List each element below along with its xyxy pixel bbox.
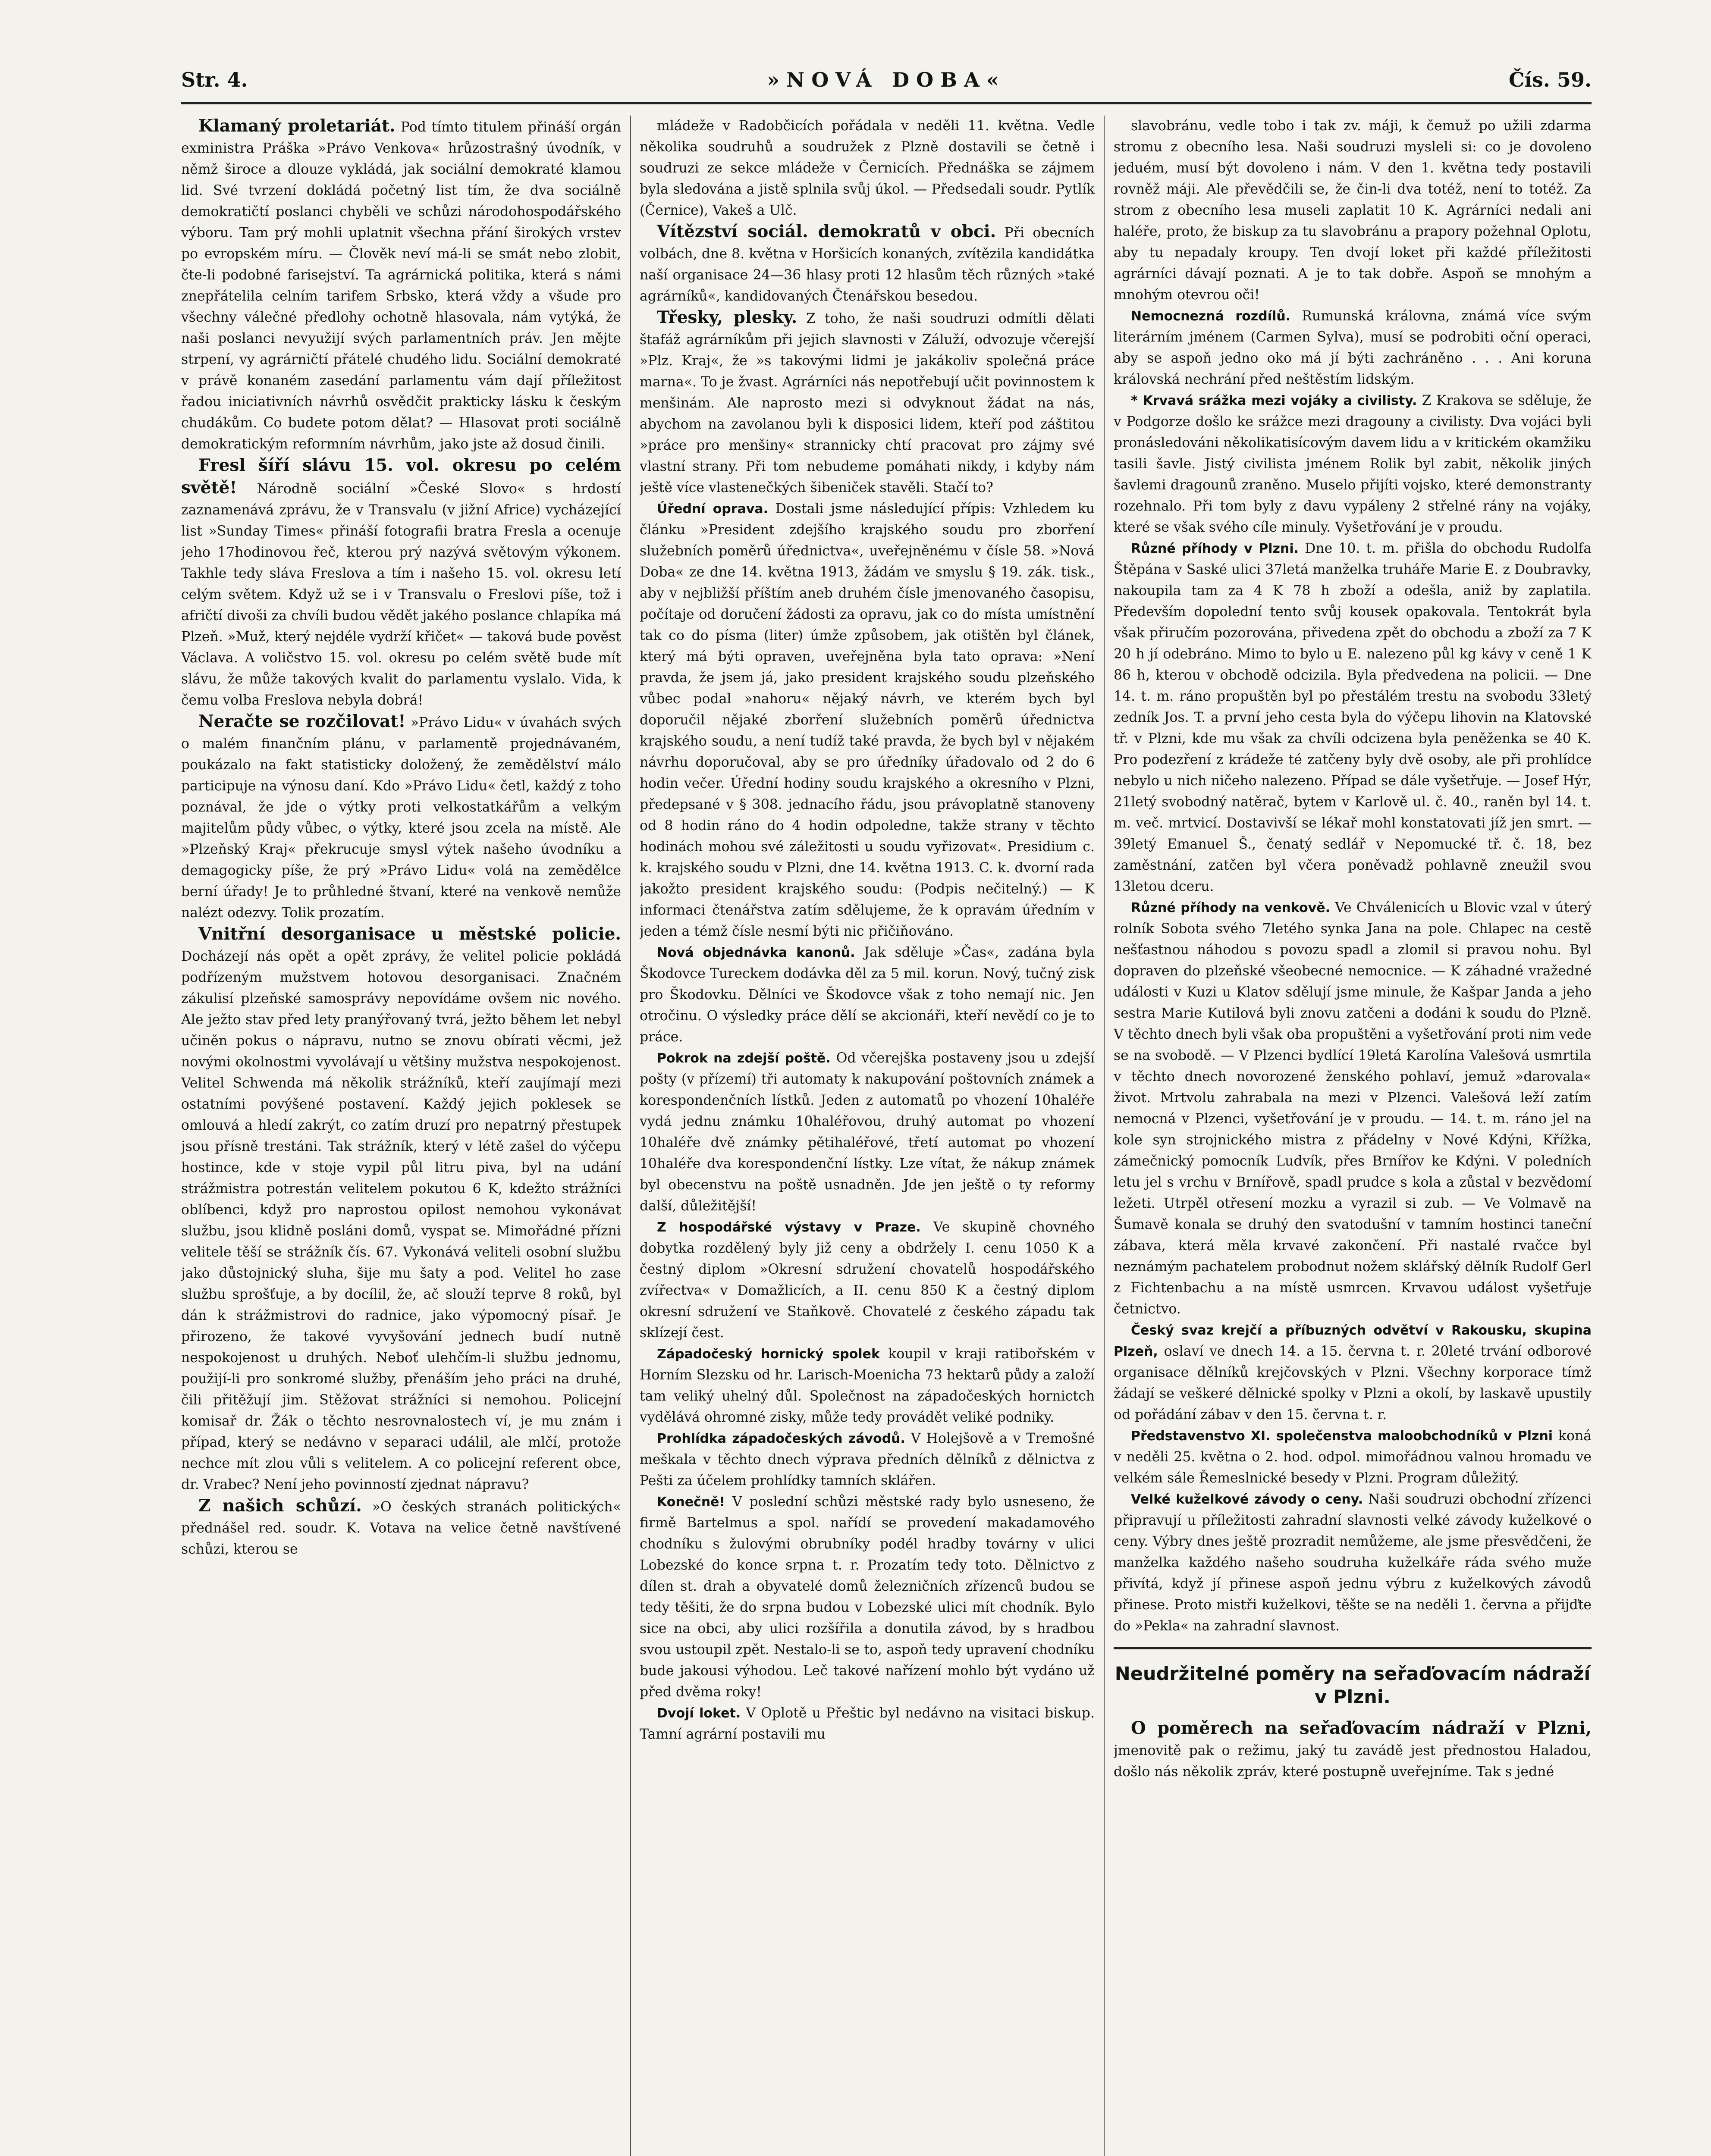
- article: [640, 498, 1095, 942]
- article-text: »Právo Lidu« v úvahách svých o malém finančním plánu, v parlamentě projednávaném, poukázalo na fakt statisticky doložený, že zemědělství málo participuje na výnosu daní. Kdo »Právo Lidu« četl, každý z toho poznával, že jde o výtky proti velkostatkářům a velkým majitelům půdy vůbec, o výtky, které jsou zcela na místě. Ale »Plzeňský Kraj« překrucuje smysl výtek našeho úvodníku a demagogicky píše, že prý »Právo Lidu« volá na zemědělce berní úřady! Je to průhledné štvaní, které na venkově nemůže nalézt odezvy. Tolik prozatím.: [181, 715, 621, 921]
- box-article-title: Neudržitelné poměry na seřaďovacím nádraží v Plzni.: [1115, 1663, 1591, 1708]
- box-rule: [1114, 1647, 1592, 1649]
- article-heading: Nemocnezná rozdílů.: [1131, 309, 1291, 324]
- article: [1114, 897, 1592, 1320]
- article: [640, 1048, 1095, 1217]
- article-text: Z toho, že naši soudruzi odmítli dělati štafáž agrárníkům při jejich slavnosti v Záluží, odvozuje včerejší »Plz. Kraj«, že »s takovými lidmi je jakákoliv společná práce marna«. To je žvast. Agrárníci nás nepotřebují učit povinnostem k menšinám. Ale naprosto mezi si odvyknout žádat na nás, abychom na zavolanou byli k disposici lidem, kteří pod záštitou »práce pro menšiny« strannicky chtí pracovat pro zájmy své vlastní strany. Při tom nebudeme pomáhati nikdy, i kdyby nám ještě více vlastenečkých šibeniček stavěli. Stačí to?: [640, 311, 1095, 495]
- article-heading: Nová objednávka kanonů.: [657, 945, 855, 960]
- article-text: slavobránu, vedle tobo i tak zv. máji, k čemuž po užili zdarma stromu z obecního lesa. Naši soudruzi mysleli si: co je dovoleno jeduém, musí být dovoleno i nám. V den 1. května tedy postavili rovněž máji. Ale převědčili se, že čin-li dva totéž, není to totéž. Za strom z obecního lesa museli zaplatit 10 K. Agrárníci nedali ani haléře, proto, že biskup za tu slavobránu a prapory požehnal Oplotu, aby tu nepadaly kroupy. Ten dvojí loket při každé příležitosti agrárníci dávají poznati. A je to tak dobře. Aspoň se mnohým a mnohým otevrou oči!: [1114, 118, 1592, 303]
- article-text: Dostali jsme následující přípis: Vzhledem ku článku »President zdejšího krajského soudu pro zborření služebních poměrů úřednictva«, uveřejněnému v čísle 58. »Nová Doba« ze dne 14. května 1913, žádám ve smyslu § 19. zák. tisk., aby v nejbližší příštím aneb druhém čísle jmenovaného časopisu, počítaje od doručení žádosti za opravu, jak co do místa umístnění tak co do písma (liter) úmže způsobem, jak otištěn byl článek, který má býti opraven, uveřejněna byla tato oprava: »Není pravda, že jsem já, jako president krajského soudu plzeňského vůbec podal »nahoru« nějaký návrh, ve kterém bych byl doporučil nějaké zborření služebních poměrů úřednictva krajského soudu, a není tudíž také pravda, že bych byl v nějakém návrhu doporučoval, aby se pro úředníky úřadovalo od 2 do 6 hodin večer. Úřední hodiny soudu krajského a okresního v Plzni, předepsané v § 308. jednacího řádu, jsou právoplatně stanoveny od 8 hodin ráno do 4 hodin odpoledne, takže strany v těchto hodinách mohou své záležitosti u soudu vyřizovat«. Presidium c. k. krajského soudu v Plzni, dne 14. května 1913. C. k. dvorní rada jakožto president krajského soudu: (Podpis nečitelný.) — K informaci čtenářstva zatím sdělujeme, že k opravám úředním v jeden a témž čísle nesmí býti nic přičiňováno.: [640, 501, 1095, 939]
- article: [1114, 306, 1592, 390]
- article-text: Rumunská královna, známá více svým literárním jménem (Carmen Sylva), musí se podrobiti oční operaci, aby se aspoň jedno oko má jí býti zachráněno . . . Ani koruna královská nechrání před neštěstím lidským.: [1114, 308, 1592, 387]
- article: [640, 221, 1095, 307]
- article: [181, 455, 621, 711]
- column-1: [181, 116, 621, 2156]
- article: [640, 307, 1095, 498]
- header-rule: [181, 102, 1592, 104]
- article-heading: Prohlídka západočeských závodů.: [657, 1431, 905, 1446]
- article-heading: Pokrok na zdejší poště.: [657, 1051, 831, 1066]
- article-heading: Z našich schůzí.: [198, 1496, 362, 1516]
- column-divider: [1104, 116, 1105, 2156]
- article-heading: Konečně!: [657, 1495, 725, 1510]
- article: [181, 1495, 621, 1560]
- article-heading: Fresl šíří slávu 15. vol. okresu po celém světě!: [181, 455, 621, 498]
- article-heading: Český svaz krejčí a příbuzných odvětví v Rakousku, skupina Plzeň,: [1114, 1323, 1592, 1359]
- page-number: Str. 4.: [181, 68, 248, 91]
- article: [640, 1492, 1095, 1703]
- article-text: Od včerejška postaveny jsou u zdejší pošty (v přízemí) tři automaty k nakupování poštovních známek a korespondenčních lístků. Jeden z automatů po vhození 10haléře vydá jednu známku 10haléřovou, druhý automat po vhození 10haléře dvě známky pětihaléřové, třetí automat po vhození 10haléře dva korespondenční lístky. Lze vítat, že nákup známek byl obecenstvu na poště usnadněn. Jde jen ještě o ty reformy další, důležitější!: [640, 1050, 1095, 1214]
- article-text: »O českých stranách politických« přednášel red. soudr. K. Votava na velice četně navštívené schůzi, kterou se: [181, 1499, 621, 1557]
- article-heading: Dvojí loket.: [657, 1706, 741, 1721]
- article-text: Pod tímto titulem přináší orgán exministra Práška »Právo Venkova« hrůzostrašný úvodník, v němž široce a dlouze vykládá, jak sociální demokraté klamou lid. Své tvrzení dokládá početný list tím, že dva sociálně demokratičtí poslanci chyběli ve schůzi národohospodářského výboru. Tam prý mohli uplatnit všechna přání širokých vrstev po evropském míru. — Člověk neví má-li se smát nebo zlobit, čte-li podobné farisejství. Ta agrárnická politika, která s námi znepřátelila celním tarifem Srbsko, která vždy a všude pro všechny válečné předlohy ochotně hlasovala, nám vytýká, že naši poslanci nevyužijí svých parlamentních práv. Jen mějte strpení, vy agrárničtí přátelé chudého lidu. Sociální demokraté v právě konaném zasedání parlamentu vám dají příležitost řadou iniciativních návrhů osvědčit prakticky lásku k českým chudákům. Co budete potom dělat? — Hlasovat proti sociálně demokratickým reformním návrhům, jako jste až dosud činili.: [181, 119, 621, 452]
- article-heading: Vítězství sociál. demokratů v obci.: [657, 222, 996, 241]
- article-text: V Oplotě u Přeštic byl nedávno na visitaci biskup. Tamní agrární postavili mu: [640, 1705, 1095, 1742]
- article: [1114, 390, 1592, 538]
- article: [1114, 538, 1592, 897]
- article-heading: Úřední oprava.: [657, 501, 769, 517]
- article-heading: Západočeský hornický spolek: [657, 1347, 880, 1362]
- article: [181, 116, 621, 455]
- column-2: [640, 116, 1095, 2156]
- article-text: Docházejí nás opět a opět zprávy, že velitel policie pokládá podřízeným mužstvem hotovou desorganisaci. Značném zákulisí plzeňské samosprávy nepovídáme ovšem nic nového. Ale ježto stav před lety pranýřovaný tvrá, ježto během let nebyl učiněn pokus o nápravu, nutno se znovu obírati věcmi, jež novými okolnostmi vyvolávají u většiny mužstva nespokojenost. Velitel Schwenda má několik strážníků, kteří zaujímají mezi ostatními povýšené postavení. Každý jejich poklesek se omlouvá a hledí zakrýt, co zatím druzí pro nepatrný přestupek jsou přísně trestáni. Tak strážník, který v létě zašel do výčepu hostince, kde v stoje vypil půl litru piva, byl na udání strážmistra potrestán velitelem pokutou 6 K, kdežto strážníci oblíbenci, když pro naprostou opilost nemohou vykonávat službu, jsou klidně posláni domů, vyspat se. Mimořádné přízni velitele těší se strážník čís. 67. Vykonává veliteli osobní službu jako důstojnický sluha, šije mu šaty a pod. Velitel ho zase službu sprošťuje, a by docílil, že, ač slouží teprve 8 roků, byl dán k strážmistrovi do radnice, jako výpomocný písař. Je přirozeno, že takové vyvyšování jednech budí nutně nespokojenost u druhých. Neboť ulehčím-li službu jednomu, použijí-li pro sonkromé služby, přenáším jeho práci na druhé, čili přitěžují jim. Stěžovat strážníci si nemohou. Policejní komisař dr. Žák o těchto nesrovnalostech ví, je mu znám i případ, který se nedávno v separaci událil, ale mlčí, protože nechce mít zlou vůli s velitelem. A co policejní referent obce, dr. Vrabec? Není jeho povinností zjednat nápravu?: [181, 949, 621, 1492]
- article: [181, 711, 621, 924]
- article: [1114, 1426, 1592, 1489]
- masthead: »NOVÁ DOBA«: [767, 68, 1006, 91]
- box-article-text: jmenovitě pak o režimu, jaký tu zavádě jest přednostou Haladou, došlo nás několik zpráv, které postupně uveřejníme. Tak s jedné: [1114, 1743, 1592, 1780]
- article-heading: Vnitřní desorganisace u městské policie.: [198, 924, 621, 944]
- article-text: Dne 10. t. m. přišla do obchodu Rudolfa Štěpána v Saské ulici 37letá manželka truháře Marie E. z Doubravky, nakoupila tam za 4 K 78 h zboží a odešla, aniž by zaplatila. Především dopolední tento svůj kousek opakovala. Tentokrát byla však přiručím pozorována, přivedena zpět do obchodu a zboží za 7 K 20 h jí odebráno. Mimo to bylo u E. nalezeno půl kg kávy v ceně 1 K 86 h, kterou v obchodě odcizila. Byla předvedena na policii. — Dne 14. t. m. ráno propuštěn byl po přestálém trestu na svobodu 33letý zedník Jos. T. a první jeho cesta byla do výčepu lihovin na Klatovské tř. v Plzni, kde mu však za chvíli odcizena byla peněženka se 40 K. Pro podezření z krádeže té zatčeny byly dvě osoby, ale při prohlídce nebylo u nich ničeho nalezeno. Případ se dále vyšetřuje. — Josef Hýr, 21letý svobodný natěrač, bytem v Karlově ul. č. 40., raněn byl 14. t. m. več. mrtvicí. Dostavivší se lékař mohl konstatovati jíž jen smrt. — 39letý Emanuel Š., čenatý sedlář v Nepomucké tř. č. 18, bez zaměstnání, zatčen byl včera poněvadž pohlavně zneužil svou 13letou dceru.: [1114, 541, 1592, 894]
- article-text: Při obecních volbách, dne 8. května v Horšicích konaných, zvítězila kandidátka naší organisace 24—36 hlasy proti 12 hlasům těch různých »také agrárníků«, kandidovaných Čtenářskou besedou.: [640, 225, 1095, 304]
- issue-number: Čís. 59.: [1508, 68, 1592, 91]
- column-3: [1114, 116, 1592, 2156]
- article-heading: Z hospodářské výstavy v Praze.: [657, 1220, 921, 1235]
- article-text: oslaví ve dnech 14. a 15. června t. r. 20leté trvání odborové organisace dělníků krejčovských v Plzni. Všechny korporace tímž žádají se veškeré dělnické spolky v Plzni a okolí, by laskavě upustily od pořádání zábav v den 15. června t. r.: [1114, 1344, 1592, 1423]
- article-heading: Neračte se rozčilovat!: [198, 711, 406, 731]
- article-text: koná v neděli 25. května o 2. hod. odpol. mimořádnou valnou hromadu ve velkém sále Řemeslnické besedy v Plzni. Program důležitý.: [1114, 1428, 1592, 1486]
- article-text: Z Krakova se sděluje, že v Podgorze došlo ke srážce mezi dragouny a civilisty. Dva vojáci byli pronásledováni několikatisícovým davem lidu a v kritickém okamžiku tasili šavle. Jistý civilista jménem Rolik byl zabit, několik jiných šavlemi dragounů zraněno. Muselo přijíti vojsko, které demonstranty rozehnalo. Při tom byly z davu vypáleny 2 střelné rány na vojáky, které se však svého cíle minuly. Vyšetřování je v proudu.: [1114, 393, 1592, 535]
- article-heading: * Krvavá srážka mezi vojáky a civilisty.: [1131, 393, 1417, 408]
- article: [640, 1703, 1095, 1745]
- article: [640, 1344, 1095, 1428]
- article-heading: Klamaný proletariát.: [198, 116, 396, 136]
- article: [1114, 116, 1592, 306]
- box-article: [1114, 1717, 1592, 1783]
- article: [1114, 1320, 1592, 1426]
- article: [1114, 1489, 1592, 1637]
- page-header: [181, 68, 1592, 103]
- article: [640, 1428, 1095, 1492]
- column-divider: [630, 116, 631, 2156]
- article-heading: Velké kuželkové závody o ceny.: [1131, 1492, 1363, 1507]
- article-heading: Různé příhody na venkově.: [1131, 900, 1330, 915]
- article-text: Národně sociální »České Slovo« s hrdostí zaznamenává zprávu, že v Transvalu (v jižní Africe) vycházející list »Sunday Times« přináší fotografii bratra Fresla a ocenuje jeho 17hodinovou řeč, kterou prý nazývá světovým výkonem. Takhle tedy sláva Freslova a tím i našeho 15. vol. okresu letí celým světem. Když už se i v Transvalu o Freslovi píše, tož i afričtí divoši za chvíli budou vědět jakého poslance chlapíka má Plzeň. »Muž, který nejdéle vydrží křičet« — taková bude pověst Václava. A voličstvo 15. vol. okresu po celém světě bude mít slávu, že může takových kvalit do parlamentu vyslalo. Vida, k čemu volba Freslova nebyla dobrá!: [181, 481, 621, 708]
- article-heading: Různé příhody v Plzni.: [1131, 541, 1299, 556]
- article: [640, 942, 1095, 1048]
- article-text: V Holejšově a v Tremošné meškala v těchto dnech výprava předních dělníků z dělnictva z Pešti za účelem prohlídky tamních sklářen.: [640, 1431, 1095, 1489]
- article-text: koupil v kraji ratibořském v Horním Slezsku od hr. Larisch-Moenicha 73 hektarů půdy a založí tam veliký uhelný důl. Společnost na západočeských hornictch vydělává ohromné zisky, může tedy provádět veliké podniky.: [640, 1346, 1095, 1425]
- article-text: Ve skupině chovného dobytka rozdělený byly již ceny a obdržely I. cenu 1050 K a čestný diplom »Okresní sdružení chovatelů hospodářského zvířectva« v Domažlicích, a II. cenu 850 K a čestný diplom okresní sdružení ve Staňkově. Chovatelé z českého západu tak sklízejí čest.: [640, 1219, 1095, 1341]
- box-article-lead: O poměrech na seřaďovacím nádraží v Plzni,: [1131, 1718, 1592, 1738]
- article-text: Jak sděluje »Čas«, zadána byla Škodovce Tureckem dodávka děl za 5 mil. korun. Nový, tučný zisk pro Škodovku. Dělníci ve Škodovce však z toho nemají nic. Jen otročinu. O výsledky práce dělí se akcionáři, kteří nevědí co je to práce.: [640, 945, 1095, 1045]
- article-text: V poslední schůzi městské rady bylo usneseno, že firmě Bartelmus a spol. nařídí se provedení makadamového chodníku s žulovými obrubníky podél hradby továrny v ulici Lobezské do konce srpna t. r. Prozatím tedy toto. Dělnictvo z dílen st. drah a obyvatelé domů železničních zřízenců budou se tedy těšiti, že do srpna budou v Lobezské ulici mít chodník. Bylo sice na obci, aby ulici rozšířila a donutila závod, by s hradbou svou ustoupil zpět. Nestalo-li se to, aspoň tedy upravení chodníku bude jakousi výhodou. Leč takové nařízení mohlo být vydáno už před dvěma roky!: [640, 1494, 1095, 1700]
- article: [181, 924, 621, 1495]
- article-text: Naši soudruzi obchodní zřízenci připravují u příležitosti zahradní slavnosti velké závody kuželkové o ceny. Výbry dnes ještě prozradit nemůžeme, ale jsme přesvědčeni, že manželka každého našeho soudruha kuželkáře ráda svého muže přivítá, když jí přinese aspoň jednu výbru z kuželkových závodů přinese. Proto mistři kuželkovi, těšte se na neděli 1. června a přijďte do »Pekla« na zahradní slavnost.: [1114, 1492, 1592, 1634]
- article-text: mládeže v Radobčicích pořádala v neděli 11. května. Vedle několika soudruhů a soudružek z Plzně dostavili se četně i soudruzi ze sekce mládeže v Černicích. Přednáška se zájmem byla sledována a jistě splnila svůj úkol. — Předsedali soudr. Pytlík (Černice), Vakeš a Ulč.: [640, 118, 1095, 218]
- article: [640, 116, 1095, 221]
- article-text: Ve Chválenicích u Blovic vzal v úterý rolník Sobota svého 7letého synka Jana na pole. Chlapec na cestě nešťastnou náhodou s povozu spadl a zlomil si pravou nohu. Byl dopraven do plzeňské všeobecné nemocnice. — K záhadné vražedné události v Kuzi u Klatov sdělují jsme minule, že Kašpar Janda a jeho sestra Marie Kutilová byli znovu zatčeni a dodáni k soudu do Plzně. V těchto dnech byli však oba propuštěni a vyšetřování proti nim vede se na svobodě. — V Plzenci bydlící 19letá Karolína Valešová usmrtila v těchto dnech novorozené ženského pohlaví, jemuž »darovala« život. Mrtvolu zahrabala na mezi v Plzenci. Valešová leží zatím nemocná v Plzenci, vyšetřování je v proudu. — 14. t. m. ráno jel na kole syn strojnického mistra z přádelny v Nové Kdýni, Křížka, zámečnický pomocník Ludvík, přes Brnířov ke Kdýni. V poledních letu jel s vrchu v Brnířově, spadl prudce s kola a zůstal v bezvědomí ležeti. Utrpěl otřesení mozku a vyrazil si zub. — Ve Volmavě na Šumavě konala se druhý den svatodušní v tamním hostinci taneční zábava, která měla krvavé zakončení. Při nastalé rvačce byl neznámým pachatelem probodnut nožem sklářský dělník Rudolf Gerl z Fichtenbachu a na místě usmrcen. Krvavou událost vyšetřuje četnictvo.: [1114, 900, 1592, 1317]
- article-heading: Třesky, plesky.: [657, 307, 797, 327]
- article: [640, 1217, 1095, 1344]
- article-heading: Představenstvo XI. společenstva maloobchodníků v Plzni: [1131, 1429, 1553, 1444]
